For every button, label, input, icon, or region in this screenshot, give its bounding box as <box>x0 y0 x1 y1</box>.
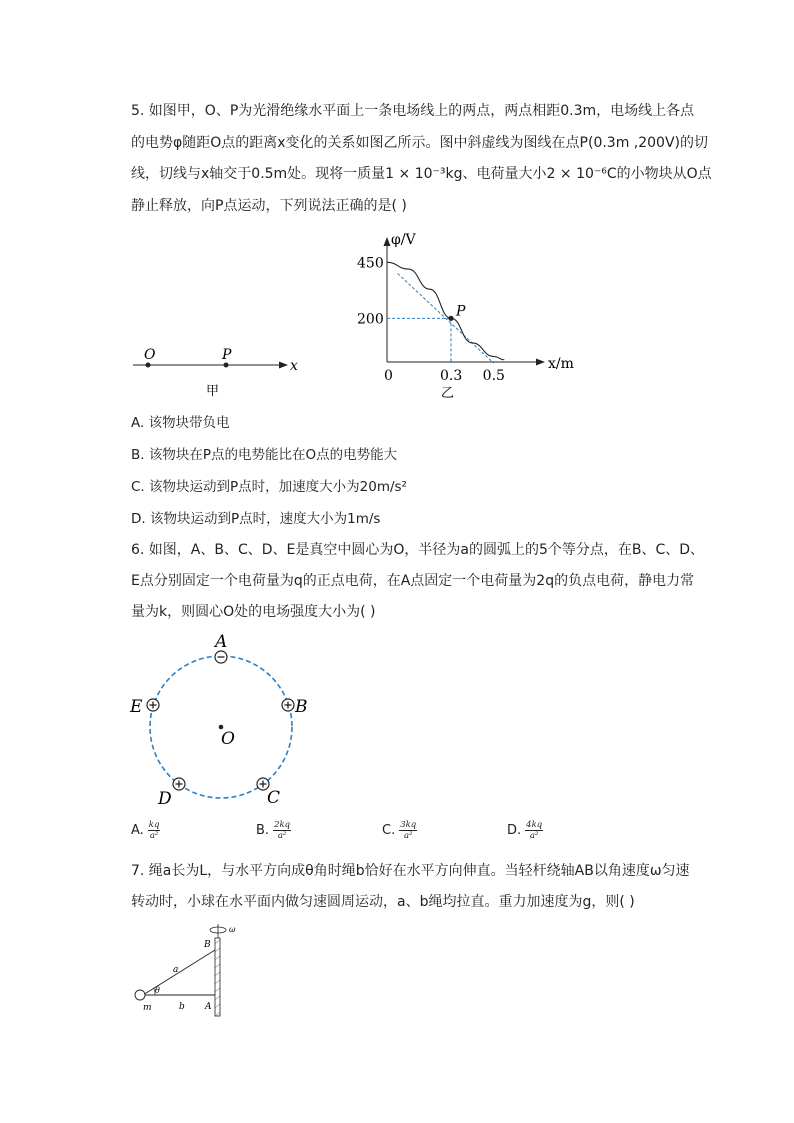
q5-option-a: A. 该物块带负电 <box>131 415 230 431</box>
x-axis-arrow <box>279 362 288 369</box>
charge-e-positive <box>147 699 159 711</box>
label-b: B <box>295 697 308 717</box>
y-axis-arrow <box>384 237 391 246</box>
label-b-rope: b <box>179 1002 185 1012</box>
q6-option-d <box>507 820 543 841</box>
q6-option-a-den: a² <box>149 831 159 841</box>
point-p <box>448 316 453 321</box>
q6-line-3: 量为k，则圆心O处的电场强度大小为( ) <box>131 604 376 620</box>
q5-option-c: C. 该物块运动到P点时，加速度大小为20m/s² <box>131 479 407 495</box>
x-axis-arrow <box>536 359 545 366</box>
figure-rod-pendulum <box>131 922 251 1022</box>
x-tick-label: 0.5 <box>482 368 505 384</box>
caption-yi: 乙 <box>441 386 455 401</box>
q6-option-a <box>131 820 160 841</box>
caption-jia: 甲 <box>206 384 220 399</box>
label-p: P <box>222 347 232 363</box>
q5-line-2: 的电势φ随距O点的距离x变化的关系如图乙所示。图中斜虚线为图线在点P(0.3m ,200V)的切 <box>131 135 709 151</box>
q5-option-b: B. 该物块在P点的电势能比在O点的电势能大 <box>131 447 398 463</box>
label-a: A <box>215 632 228 652</box>
q6-option-c-den: a² <box>403 831 413 841</box>
q6-option-d-num: 4kq <box>526 820 543 830</box>
ball <box>135 990 145 1000</box>
q7-line-2: 转动时，小球在水平面内做匀速圆周运动，a、b绳均拉直。重力加速度为g，则( ) <box>131 894 635 910</box>
q6-option-c-num: 3kq <box>400 820 417 830</box>
label-b-point: B <box>204 940 211 950</box>
q6-option-a-letter: A. <box>131 823 144 838</box>
charge-b-positive <box>282 699 294 711</box>
q5-line-3: 线，切线与x轴交于0.5m处。现将一质量1 × 10⁻³kg、电荷量大小2 × 10⁻⁶C的小物块从O点 <box>131 166 712 182</box>
x-axis-label: x/m <box>548 356 574 372</box>
charge-d-positive <box>173 778 185 790</box>
label-omega: ω <box>229 925 236 934</box>
label-x-axis: x <box>290 358 298 374</box>
q6-option-a-num: kq <box>148 820 160 830</box>
label-o: O <box>144 347 156 363</box>
x-tick-label: 0 <box>384 368 393 384</box>
q6-option-c-letter: C. <box>382 823 396 838</box>
q6-option-b-letter: B. <box>256 823 270 838</box>
q6-line-2: E点分别固定一个电荷量为q的正点电荷，在A点固定一个电荷量为2q的负点电荷，静电力常 <box>131 573 695 589</box>
q5-line-1: 5. 如图甲，O、P为光滑绝缘水平面上一条电场线上的两点，两点相距0.3m，电场线上各点 <box>131 103 695 119</box>
point-p <box>224 363 229 368</box>
figure-jia <box>128 340 308 400</box>
y-tick-label: 200 <box>357 311 384 328</box>
q5-option-d: D. 该物块运动到P点时，速度大小为1m/s <box>131 511 381 527</box>
phi-curve <box>387 262 504 359</box>
q6-option-b <box>256 820 291 841</box>
q5-line-4: 静止释放，向P点运动，下列说法正确的是( ) <box>131 198 407 214</box>
q6-option-c <box>382 820 417 841</box>
q6-option-b-den: a² <box>277 831 287 841</box>
label-p: P <box>456 303 466 320</box>
q7-line-1: 7. 绳a长为L，与水平方向成θ角时绳b恰好在水平方向伸直。当轻杆绕轴AB以角速度ω匀速 <box>131 863 690 879</box>
label-theta: θ <box>155 986 160 995</box>
point-o <box>146 363 151 368</box>
y-tick-label: 450 <box>357 255 384 272</box>
q6-option-b-num: 2kq <box>274 820 291 830</box>
figure-circle-charges <box>126 628 326 818</box>
charge-a-negative <box>215 651 227 663</box>
label-o: O <box>221 729 235 749</box>
figure-yi-chart <box>340 226 590 406</box>
y-axis-label: φ/V <box>391 232 416 248</box>
label-a-rope: a <box>173 965 179 975</box>
label-a-point: A <box>205 1002 212 1012</box>
x-tick-label: 0.3 <box>440 368 463 384</box>
label-d: D <box>158 789 172 809</box>
label-e: E <box>130 697 143 717</box>
label-m: m <box>143 1003 152 1013</box>
label-c: C <box>267 788 281 808</box>
q6-option-d-letter: D. <box>507 823 522 838</box>
q6-line-1: 6. 如图，A、B、C、D、E是真空中圆心为O，半径为a的圆弧上的5个等分点，在B、C、D、 <box>131 542 705 558</box>
q6-option-d-den: a² <box>529 831 539 841</box>
